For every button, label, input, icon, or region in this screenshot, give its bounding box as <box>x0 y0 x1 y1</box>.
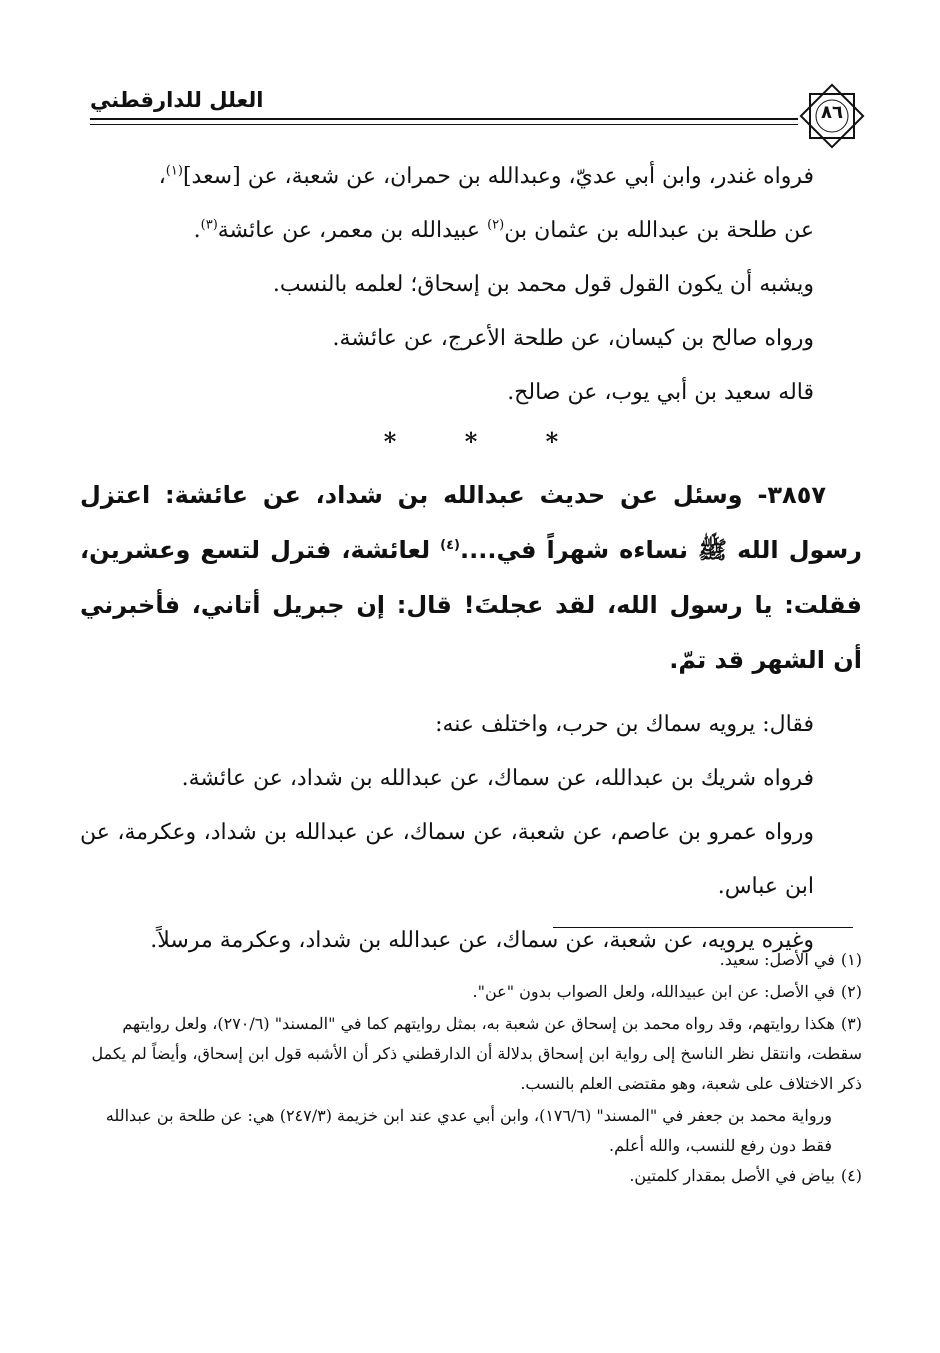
paragraph-5: فقال: يرويه سماك بن حرب، واختلف عنه: <box>435 712 814 737</box>
header-rule-thick <box>90 118 798 120</box>
page-header <box>70 70 880 160</box>
paragraph-3: ورواه صالح بن كيسان، عن طلحة الأعرج، عن عائشة. <box>332 326 814 351</box>
footnote-separator <box>553 927 853 928</box>
page-number: ٨٦ <box>821 102 843 123</box>
running-title: العلل للدارقطني <box>90 88 264 112</box>
paragraph-2: ويشبه أن يكون القول قول محمد بن إسحاق؛ لعلمه بالنسب. <box>272 272 814 297</box>
page-number-badge <box>796 80 868 152</box>
footnote-1-mark: (١) <box>840 950 862 969</box>
footnote-ref-2: (٢) <box>487 217 505 233</box>
paragraph-1-line-2a: عن طلحة بن عبدالله بن عثمان بن <box>504 218 814 243</box>
footnote-ref-3: (٣) <box>200 217 218 233</box>
footnote-3-continued: ورواية محمد بن جعفر في "المسند" (١٧٦/٦)، وابن أبي عدي عند ابن خزيمة (٢٤٧/٣) هي: عن طلحة بن عبدالله فقط دون رفع للنسب، والله أعلم. <box>105 1106 832 1155</box>
paragraph-4: قاله سعيد بن أبي يوب، عن صالح. <box>507 380 814 405</box>
paragraph-1-line-1: فرواه غندر، وابن أبي عديّ، وعبدالله بن حمران، عن شعبة، عن [سعد] <box>182 164 814 189</box>
section-separator <box>80 420 862 464</box>
paragraph-8: وغيره يرويه، عن شعبة، عن سماك، عن عبدالله بن شداد، وعكرمة مرسلاً. <box>150 928 814 953</box>
header-rule <box>90 118 798 127</box>
footnote-1-text: في الأصل: سعيد. <box>719 950 835 969</box>
footnote-2 <box>80 977 862 1007</box>
star-2: * <box>464 427 478 456</box>
star-3: * <box>383 427 397 456</box>
hadith-text-b: لعائشة، فترل لتسع وعشرين، فقلت: يا رسول الله، لقد عجلتَ! قال: إن جبريل أتاني، فأخبرني أن الشهر قد تمّ. <box>80 536 862 674</box>
footnotes <box>80 945 862 1193</box>
paragraph-7: ورواه عمرو بن عاصم، عن شعبة، عن سماك، عن عبدالله بن شداد، وعكرمة، عن ابن عباس. <box>80 820 814 899</box>
footnote-4 <box>80 1161 862 1191</box>
footnote-3-text: هكذا روايتهم، وقد رواه محمد بن إسحاق عن شعبة به، بمثل روايتهم كما في "المسند" (٢٧٠/٦)، ولعل روايتهم سقطت، وانتقل نظر الناسخ إلى رواية ابن إسحاق بدلالة أن الدارقطني ذكر أن الأشبه قول ابن إسحاق، وأيضاً لم يكمل ذكر الاختلاف على شعبة، وهو مقتضى العلم بالنسب. <box>91 1014 862 1093</box>
paragraph-6: فرواه شريك بن عبدالله، عن سماك، عن عبدالله بن شداد، عن عائشة. <box>181 766 814 791</box>
footnote-3 <box>80 1009 862 1099</box>
footnote-2-mark: (٢) <box>840 982 862 1001</box>
hadith-number: ٣٨٥٧- <box>757 481 826 509</box>
footnote-4-mark: (٤) <box>840 1166 862 1185</box>
hadith-question <box>80 468 862 688</box>
star-1: * <box>545 427 559 456</box>
footnote-ref-1: (١) <box>165 163 183 179</box>
paragraph-1-line-2b: عبيدالله بن معمر، عن عائشة <box>217 218 488 243</box>
footnote-2-text: في الأصل: عن ابن عبيدالله، ولعل الصواب بدون "عن". <box>472 982 835 1001</box>
footnote-1 <box>80 945 862 975</box>
paragraph-1: فرواه غندر، وابن أبي عديّ، وعبدالله بن حمران، عن شعبة، عن [سعد]$^{(١)}$، عن طلحة بن عبدالله بن عثمان بن$^{(٢)}$ عبيدالله بن معمر، عن عائشة$^{(٣)}$. <box>158 163 814 243</box>
footnote-3-mark: (٣) <box>840 1014 862 1033</box>
hadith-text-a: وسئل عن حديث عبدالله بن شداد، عن عائشة: اعتزل رسول الله ﷺ نساءه شهراً في.... <box>80 481 862 564</box>
main-text <box>80 150 862 968</box>
footnote-4-text: بياض في الأصل بمقدار كلمتين. <box>629 1166 835 1185</box>
footnote-ref-4: (٤) <box>440 538 460 553</box>
header-rule-thin <box>90 124 798 125</box>
